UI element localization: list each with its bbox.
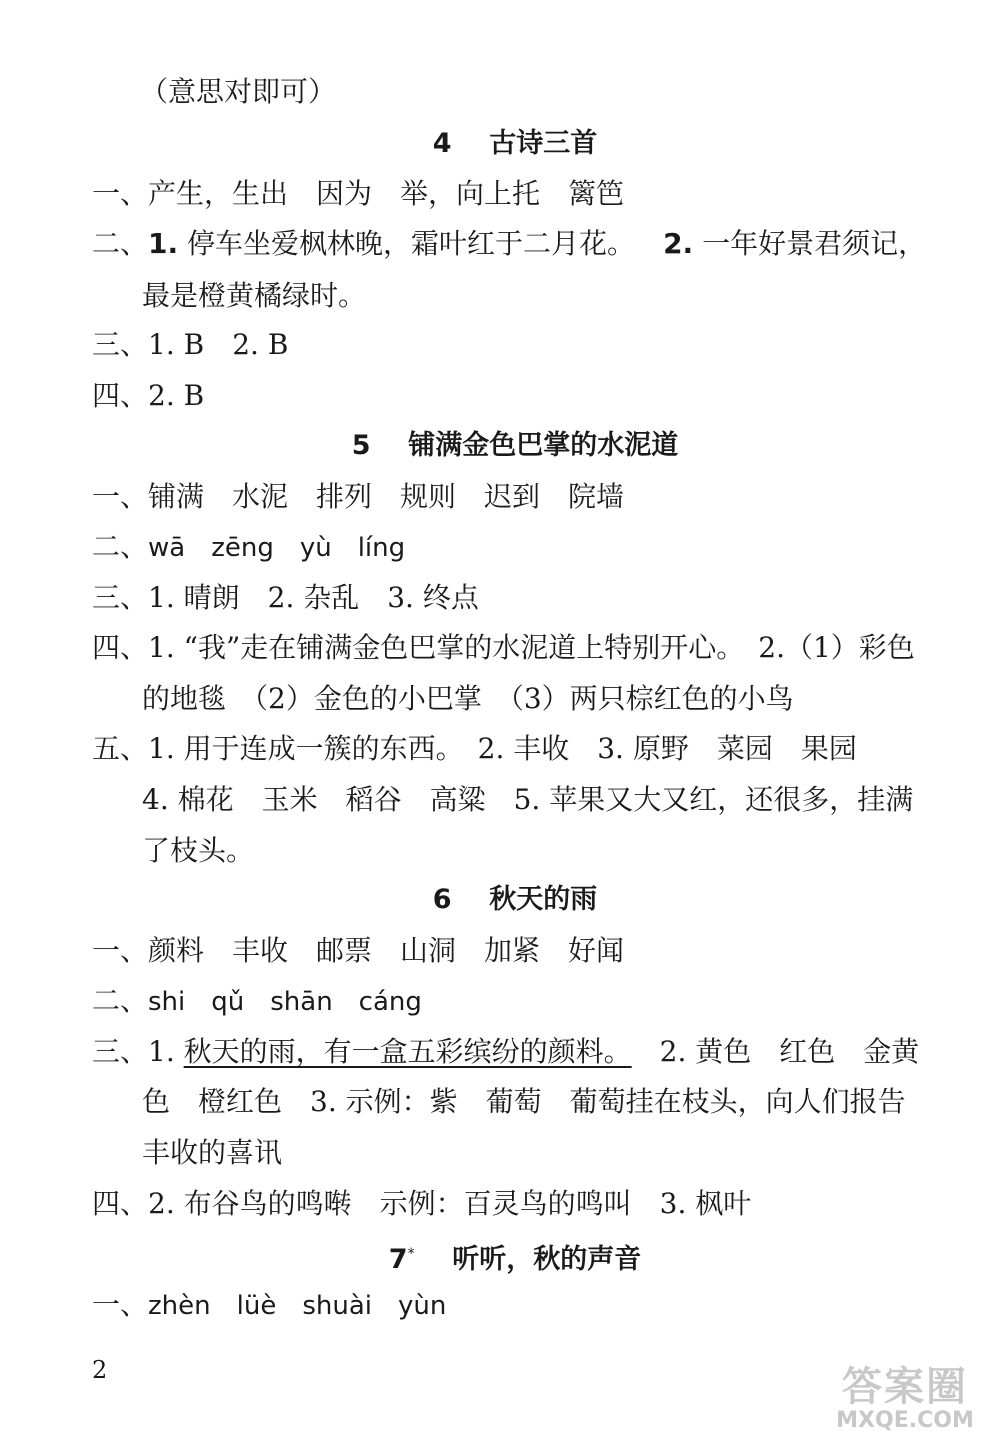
section-7-mark: * (407, 1246, 415, 1262)
watermark (820, 1365, 990, 1437)
s5-line-6-text: 1. 用于连成一簇的东西。 2. 丰收 3. 原野 菜园 果园 (148, 732, 857, 765)
s6-line-3 (92, 1034, 1000, 1070)
s6-line-3-num: 1. (148, 1035, 175, 1068)
section-7-name: 听听，秋的声音 (452, 1244, 642, 1275)
section-6-number: 6 (432, 884, 452, 915)
section-5-name: 铺满金色巴掌的水泥道 (408, 430, 679, 461)
s6-line-2 (92, 983, 1000, 1020)
s4-line-4-text: 1. B 2. B (148, 328, 289, 361)
intro-note: （意思对即可） (140, 75, 337, 108)
s6-line-5: 丰收的喜讯 (142, 1136, 283, 1169)
page-number: 2 (92, 1356, 108, 1384)
s4-line-3: 最是橙黄橘绿时。 (142, 279, 367, 312)
s6-pinyin: shi qǔ shān cáng (148, 987, 422, 1017)
s6-line-6 (92, 1186, 1000, 1222)
s5-line-6-prefix: 五、 (92, 732, 149, 765)
section-4-name: 古诗三首 (489, 128, 598, 159)
s6-line-6-text: 2. 布谷鸟的鸣啭 示例：百灵鸟的鸣叫 3. 枫叶 (148, 1187, 752, 1220)
s4-line-5-text: 2. B (148, 379, 205, 412)
s5-line-3-text: 1. 晴朗 2. 杂乱 3. 终点 (148, 581, 479, 614)
s4-line-2 (92, 226, 1000, 262)
s4-line-2-prefix: 二、 (92, 227, 149, 260)
s4-line-5-prefix: 四、 (92, 379, 149, 412)
section-4-number: 4 (432, 128, 452, 159)
s4-line-4-prefix: 三、 (92, 328, 149, 361)
s5-line-8: 了枝头。 (142, 834, 255, 867)
s4-line-1: 一、产生，生出 因为 举，向上托 篱笆 (92, 177, 625, 210)
s4-line-2-num1: 1. (148, 227, 179, 260)
s7-line-1-prefix: 一、 (92, 1288, 149, 1321)
s6-line-1: 一、颜料 丰收 邮票 山洞 加紧 好闻 (92, 934, 625, 967)
s6-line-3-prefix: 三、 (92, 1035, 149, 1068)
s5-line-6 (92, 731, 1000, 767)
s5-line-4 (92, 630, 1000, 666)
s4-line-2-num2: 2. (663, 227, 694, 260)
s5-line-7: 4. 棉花 玉米 稻谷 高粱 5. 苹果又大又红，还很多，挂满 (142, 783, 914, 816)
s6-line-4: 色 橙红色 3. 示例：紫 葡萄 葡萄挂在枝头，向人们报告 (142, 1085, 906, 1118)
s6-line-2-prefix: 二、 (92, 984, 149, 1017)
section-6-title (0, 882, 1000, 918)
s6-line-3-rest: 2. 黄色 红色 金黄 (659, 1035, 920, 1068)
s5-line-2-prefix: 二、 (92, 530, 149, 563)
s5-line-3 (92, 580, 1000, 616)
s5-line-4-text: 1. “我”走在铺满金色巴掌的水泥道上特别开心。 2.（1）彩色 (148, 631, 915, 664)
s6-underlined-answer: 秋天的雨，有一盒五彩缤纷的颜料。 (183, 1035, 632, 1068)
section-5-title (0, 428, 1000, 464)
s7-line-1 (92, 1287, 1000, 1324)
watermark-logo: 答案圈 (842, 1364, 968, 1410)
s5-line-2 (92, 529, 1000, 566)
s7-pinyin: zhèn lüè shuài yùn (148, 1291, 447, 1321)
s4-line-2-text1: 停车坐爱枫林晚，霜叶红于二月花。 (187, 227, 636, 260)
section-6-name: 秋天的雨 (489, 884, 598, 915)
section-7-number: 7 (388, 1244, 408, 1275)
s5-line-1: 一、铺满 水泥 排列 规则 迟到 院墙 (92, 480, 625, 513)
s5-line-4-prefix: 四、 (92, 631, 149, 664)
watermark-site: MXQE.COM (836, 1408, 974, 1433)
s4-line-4 (92, 327, 1000, 363)
s5-pinyin: wā zēng yù líng (148, 533, 406, 563)
s6-line-6-prefix: 四、 (92, 1187, 149, 1220)
section-5-number: 5 (351, 430, 371, 461)
section-7-title (0, 1236, 1000, 1278)
s5-line-5: 的地毯 （2）金色的小巴掌 （3）两只棕红色的小鸟 (142, 682, 794, 715)
s5-line-3-prefix: 三、 (92, 581, 149, 614)
s4-line-2-text2: 一年好景君须记， (702, 227, 927, 260)
s4-line-5 (92, 378, 1000, 414)
section-4-title (0, 126, 1000, 162)
